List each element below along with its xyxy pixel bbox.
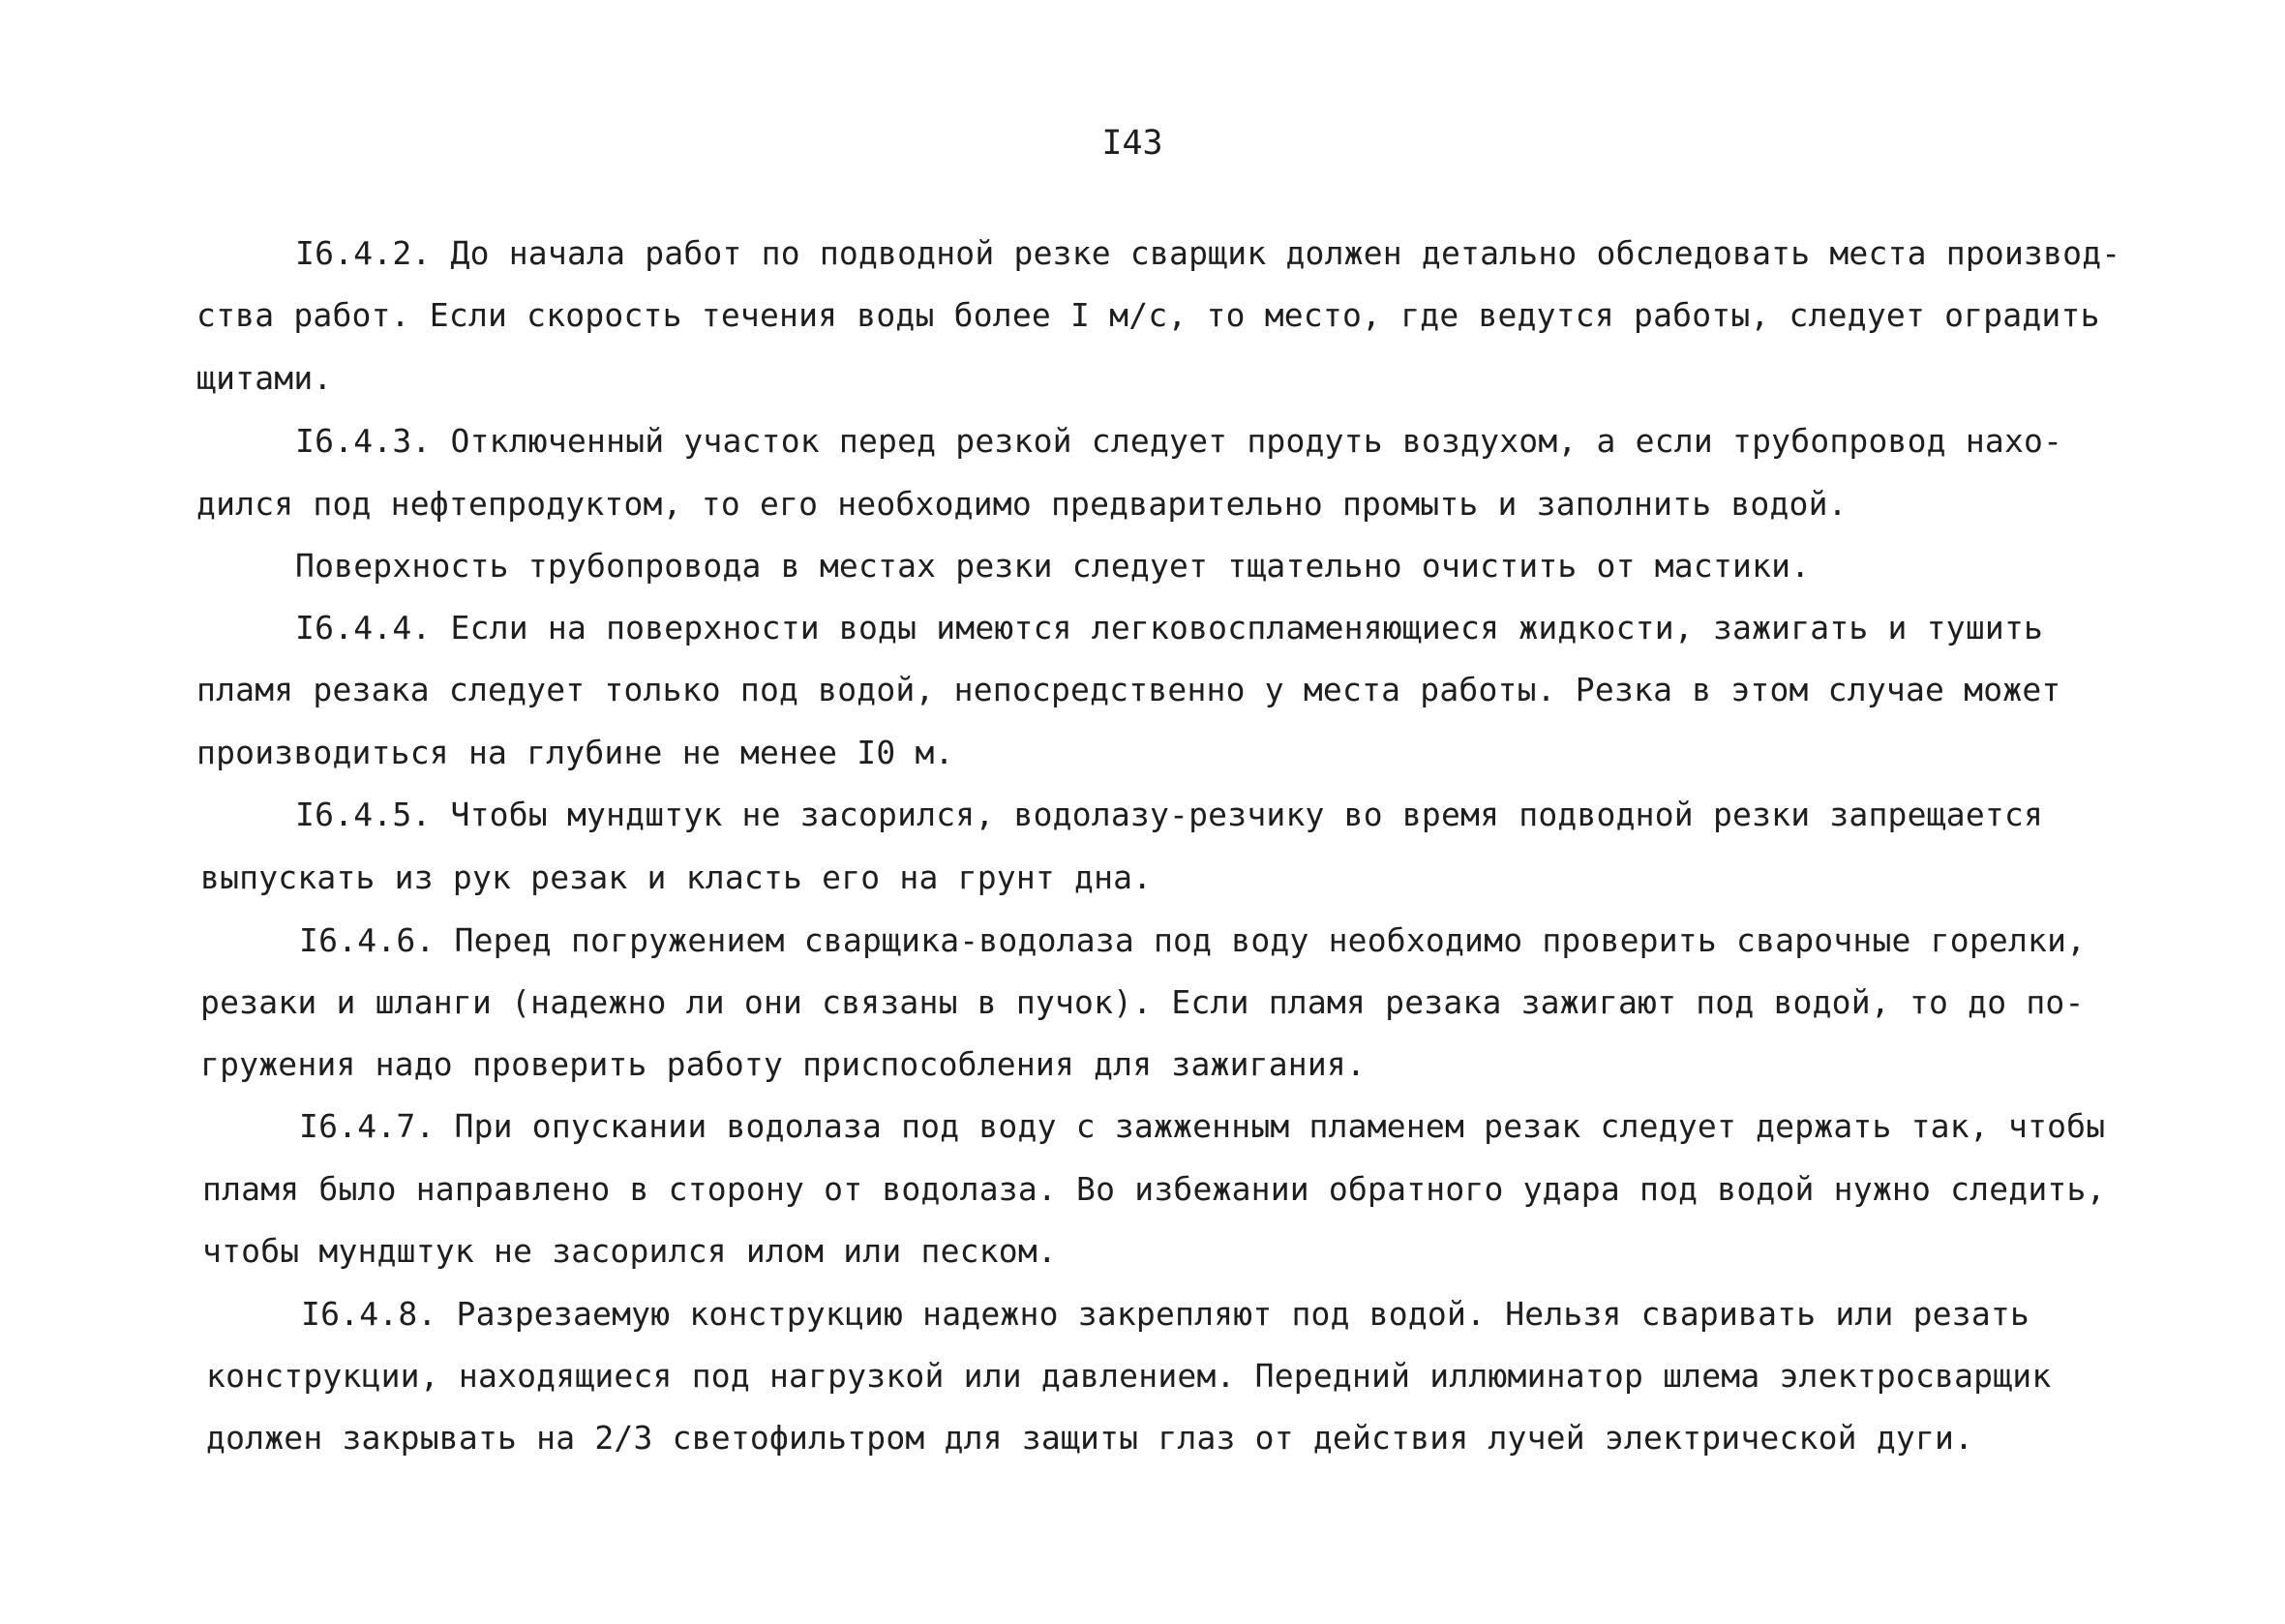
paragraph-16-4-4-line-2: пламя резака следует только под водой, непосредственно у места работы. Резка в этом случае может bbox=[196, 671, 2061, 708]
paragraph-16-4-7-line-3: чтобы мундштук не засорился илом или песком. bbox=[202, 1232, 1057, 1270]
paragraph-16-4-4-line-1: I6.4.4. Если на поверхности воды имеются легковоспламеняющиеся жидкости, зажигать и тушить bbox=[295, 609, 2044, 647]
paragraph-16-4-8-line-1: I6.4.8. Разрезаемую конструкцию надежно закрепляют под водой. Нельзя сваривать или резать bbox=[301, 1295, 2030, 1333]
paragraph-16-4-6-line-2: резаки и шланги (надежно ли они связаны в пучок). Если пламя резака зажигают под водой, то до по- bbox=[200, 983, 2085, 1021]
paragraph-16-4-6-line-1: I6.4.6. Перед погружением сварщика-водолаза под воду необходимо проверить сварочные горелки, bbox=[299, 921, 2087, 959]
paragraph-16-4-5-line-1: I6.4.5. Чтобы мундштук не засорился, водолазу-резчику во время подводной резки запрещается bbox=[295, 796, 2044, 833]
paragraph-16-4-2-line-3: щитами. bbox=[196, 359, 333, 397]
paragraph-16-4-3-continuation: Поверхность трубопровода в местах резки следует тщательно очистить от мастики. bbox=[295, 547, 1811, 585]
paragraph-16-4-4-line-3: производиться на глубине не менее I0 м. bbox=[196, 734, 954, 771]
page-number: I43 bbox=[1101, 124, 1163, 163]
paragraph-16-4-8-line-3: должен закрывать на 2/3 светофильтром для защиты глаз от действия лучей электрической дуги. bbox=[206, 1419, 1974, 1457]
paragraph-16-4-8-line-2: конструкции, находящиеся под нагрузкой или давлением. Передний иллюминатор шлема электросварщик bbox=[206, 1357, 2052, 1395]
paragraph-16-4-2-line-2: ства работ. Если скорость течения воды более I м/с, то место, где ведутся работы, следует оградить bbox=[196, 296, 2100, 334]
paragraph-16-4-3-line-1: I6.4.3. Отключенный участок перед резкой следует продуть воздухом, а если трубопровод нахо- bbox=[295, 422, 2063, 460]
paragraph-16-4-3-line-2: дился под нефтепродуктом, то его необходимо предварительно промыть и заполнить водой. bbox=[196, 485, 1848, 523]
paragraph-16-4-2-line-1: I6.4.2. До начала работ по подводной резке сварщик должен детально обследовать места производ- bbox=[295, 234, 2121, 272]
paragraph-16-4-5-line-2: выпускать из рук резак и класть его на грунт дна. bbox=[200, 858, 1153, 896]
paragraph-16-4-6-line-3: гружения надо проверить работу приспособления для зажигания. bbox=[200, 1045, 1367, 1083]
paragraph-16-4-7-line-2: пламя было направлено в сторону от водолаза. Во избежании обратного удара под водой нужно следить, bbox=[202, 1170, 2106, 1208]
paragraph-16-4-7-line-1: I6.4.7. При опускании водолаза под воду с зажженным пламенем резак следует держать так, чтобы bbox=[299, 1107, 2106, 1145]
